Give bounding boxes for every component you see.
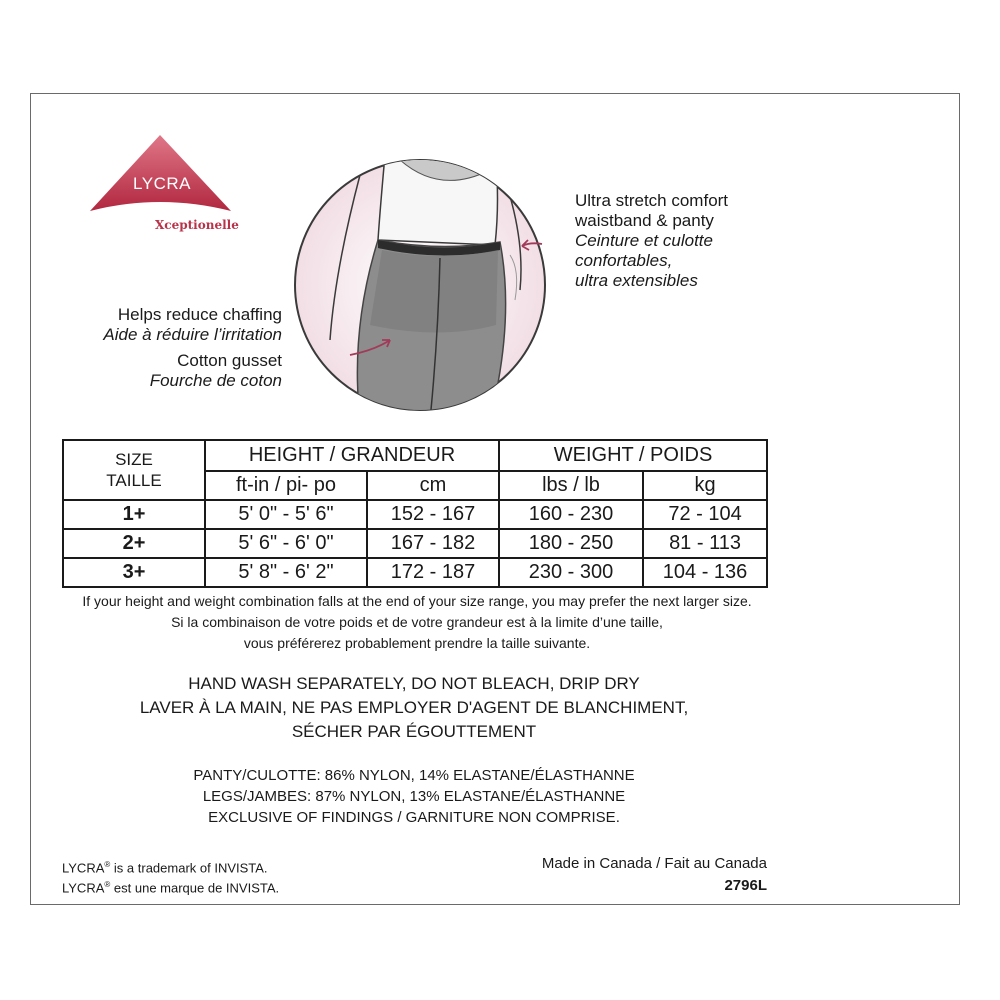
- waistband-en-line2: waistband & panty: [575, 211, 714, 230]
- care-instructions: [62, 672, 766, 744]
- waist-figure-illustration: [290, 150, 550, 420]
- waistband-callout: [575, 191, 728, 291]
- origin-info: [542, 853, 767, 897]
- size-cell: 1+: [63, 500, 205, 529]
- sizing-note-fr2: vous préférerez probablement prendre la taille suivante.: [243, 635, 591, 651]
- chaffing-fr: Aide à réduire l’irritation: [103, 325, 282, 344]
- size-cell: 3+: [63, 558, 205, 587]
- care-line-3: SÉCHER PAR ÉGOUTTEMENT: [291, 722, 537, 741]
- cm-cell: 152 - 167: [367, 500, 499, 529]
- sizing-note-fr1: Si la combinaison de votre poids et de votre grandeur est à la limite d’une taille,: [171, 614, 663, 630]
- ftin-cell: 5' 6" - 6' 0": [205, 529, 367, 558]
- kg-cell: 72 - 104: [643, 500, 767, 529]
- lbs-cell: 160 - 230: [499, 500, 643, 529]
- registered-mark: ®: [104, 860, 111, 869]
- subheader-cm: cm: [367, 471, 499, 500]
- lbs-cell: 230 - 300: [499, 558, 643, 587]
- waistband-fr-line3: ultra extensibles: [575, 271, 698, 290]
- ftin-cell: 5' 8" - 6' 2": [205, 558, 367, 587]
- fabric-line-2: LEGS/JAMBES: 87% NYLON, 13% ELASTANE/ÉLASTHANNE: [202, 788, 626, 805]
- kg-cell: 81 - 113: [643, 529, 767, 558]
- trademark-en-text: is a trademark of INVISTA.: [110, 860, 268, 876]
- height-header: HEIGHT / GRANDEUR: [205, 440, 499, 471]
- product-code: 2796L: [724, 877, 767, 894]
- chaffing-en: Helps reduce chaffing: [117, 305, 282, 324]
- sizing-note-en: If your height and weight combination falls at the end of your size range, you may prefer the next larger size.: [82, 593, 752, 609]
- gusset-en: Cotton gusset: [177, 351, 282, 370]
- fabric-line-1: PANTY/CULOTTE: 86% NYLON, 14% ELASTANE/ÉLASTHANNE: [193, 767, 635, 784]
- table-row: [63, 500, 767, 529]
- ftin-cell: 5' 0" - 5' 6": [205, 500, 367, 529]
- fabric-line-3: EXCLUSIVE OF FINDINGS / GARNITURE NON COMPRISE.: [208, 809, 620, 826]
- size-header-fr: TAILLE: [106, 471, 162, 490]
- weight-header: WEIGHT / POIDS: [499, 440, 767, 471]
- registered-mark: ®: [104, 880, 111, 890]
- kg-cell: 104 - 136: [643, 558, 767, 587]
- cm-cell: 172 - 187: [367, 558, 499, 587]
- gusset-callout: [150, 351, 282, 391]
- chaffing-callout: [103, 305, 282, 345]
- subheader-lbs: lbs / lb: [499, 471, 643, 500]
- lbs-cell: 180 - 250: [499, 529, 643, 558]
- care-line-2: LAVER À LA MAIN, NE PAS EMPLOYER D'AGENT DE BLANCHIMENT,: [139, 698, 689, 717]
- lycra-logo: [88, 133, 233, 223]
- trademark-fr-text: est une marque de INVISTA.: [110, 880, 280, 896]
- table-row: [63, 558, 767, 587]
- trademark-brand: LYCRA: [62, 880, 105, 896]
- waistband-fr-line2: confortables,: [575, 251, 673, 270]
- fabric-content: [62, 765, 766, 828]
- trademark-en: [62, 856, 279, 876]
- size-header-en: SIZE: [115, 450, 153, 469]
- trademark-fr: [62, 876, 279, 896]
- waistband-fr-line1: Ceinture et culotte: [575, 231, 713, 250]
- size-chart-table: [62, 439, 768, 588]
- trademark-brand: LYCRA: [62, 860, 105, 876]
- made-in-canada: Made in Canada / Fait au Canada: [541, 855, 767, 872]
- gusset-fr: Fourche de coton: [149, 371, 282, 390]
- subheader-kg: kg: [643, 471, 767, 500]
- table-row: [63, 529, 767, 558]
- sizing-note: [62, 591, 772, 654]
- size-cell: 2+: [63, 529, 205, 558]
- trademark-notice: [62, 856, 279, 897]
- size-header: [63, 440, 205, 500]
- cm-cell: 167 - 182: [367, 529, 499, 558]
- lycra-logo-text: LYCRA: [133, 174, 191, 193]
- waistband-en-line1: Ultra stretch comfort: [575, 191, 729, 210]
- care-line-1: HAND WASH SEPARATELY, DO NOT BLEACH, DRIP DRY: [188, 674, 640, 693]
- lycra-logo-subtitle: Xceptionelle: [155, 218, 239, 232]
- subheader-ftin: ft-in / pi- po: [205, 471, 367, 500]
